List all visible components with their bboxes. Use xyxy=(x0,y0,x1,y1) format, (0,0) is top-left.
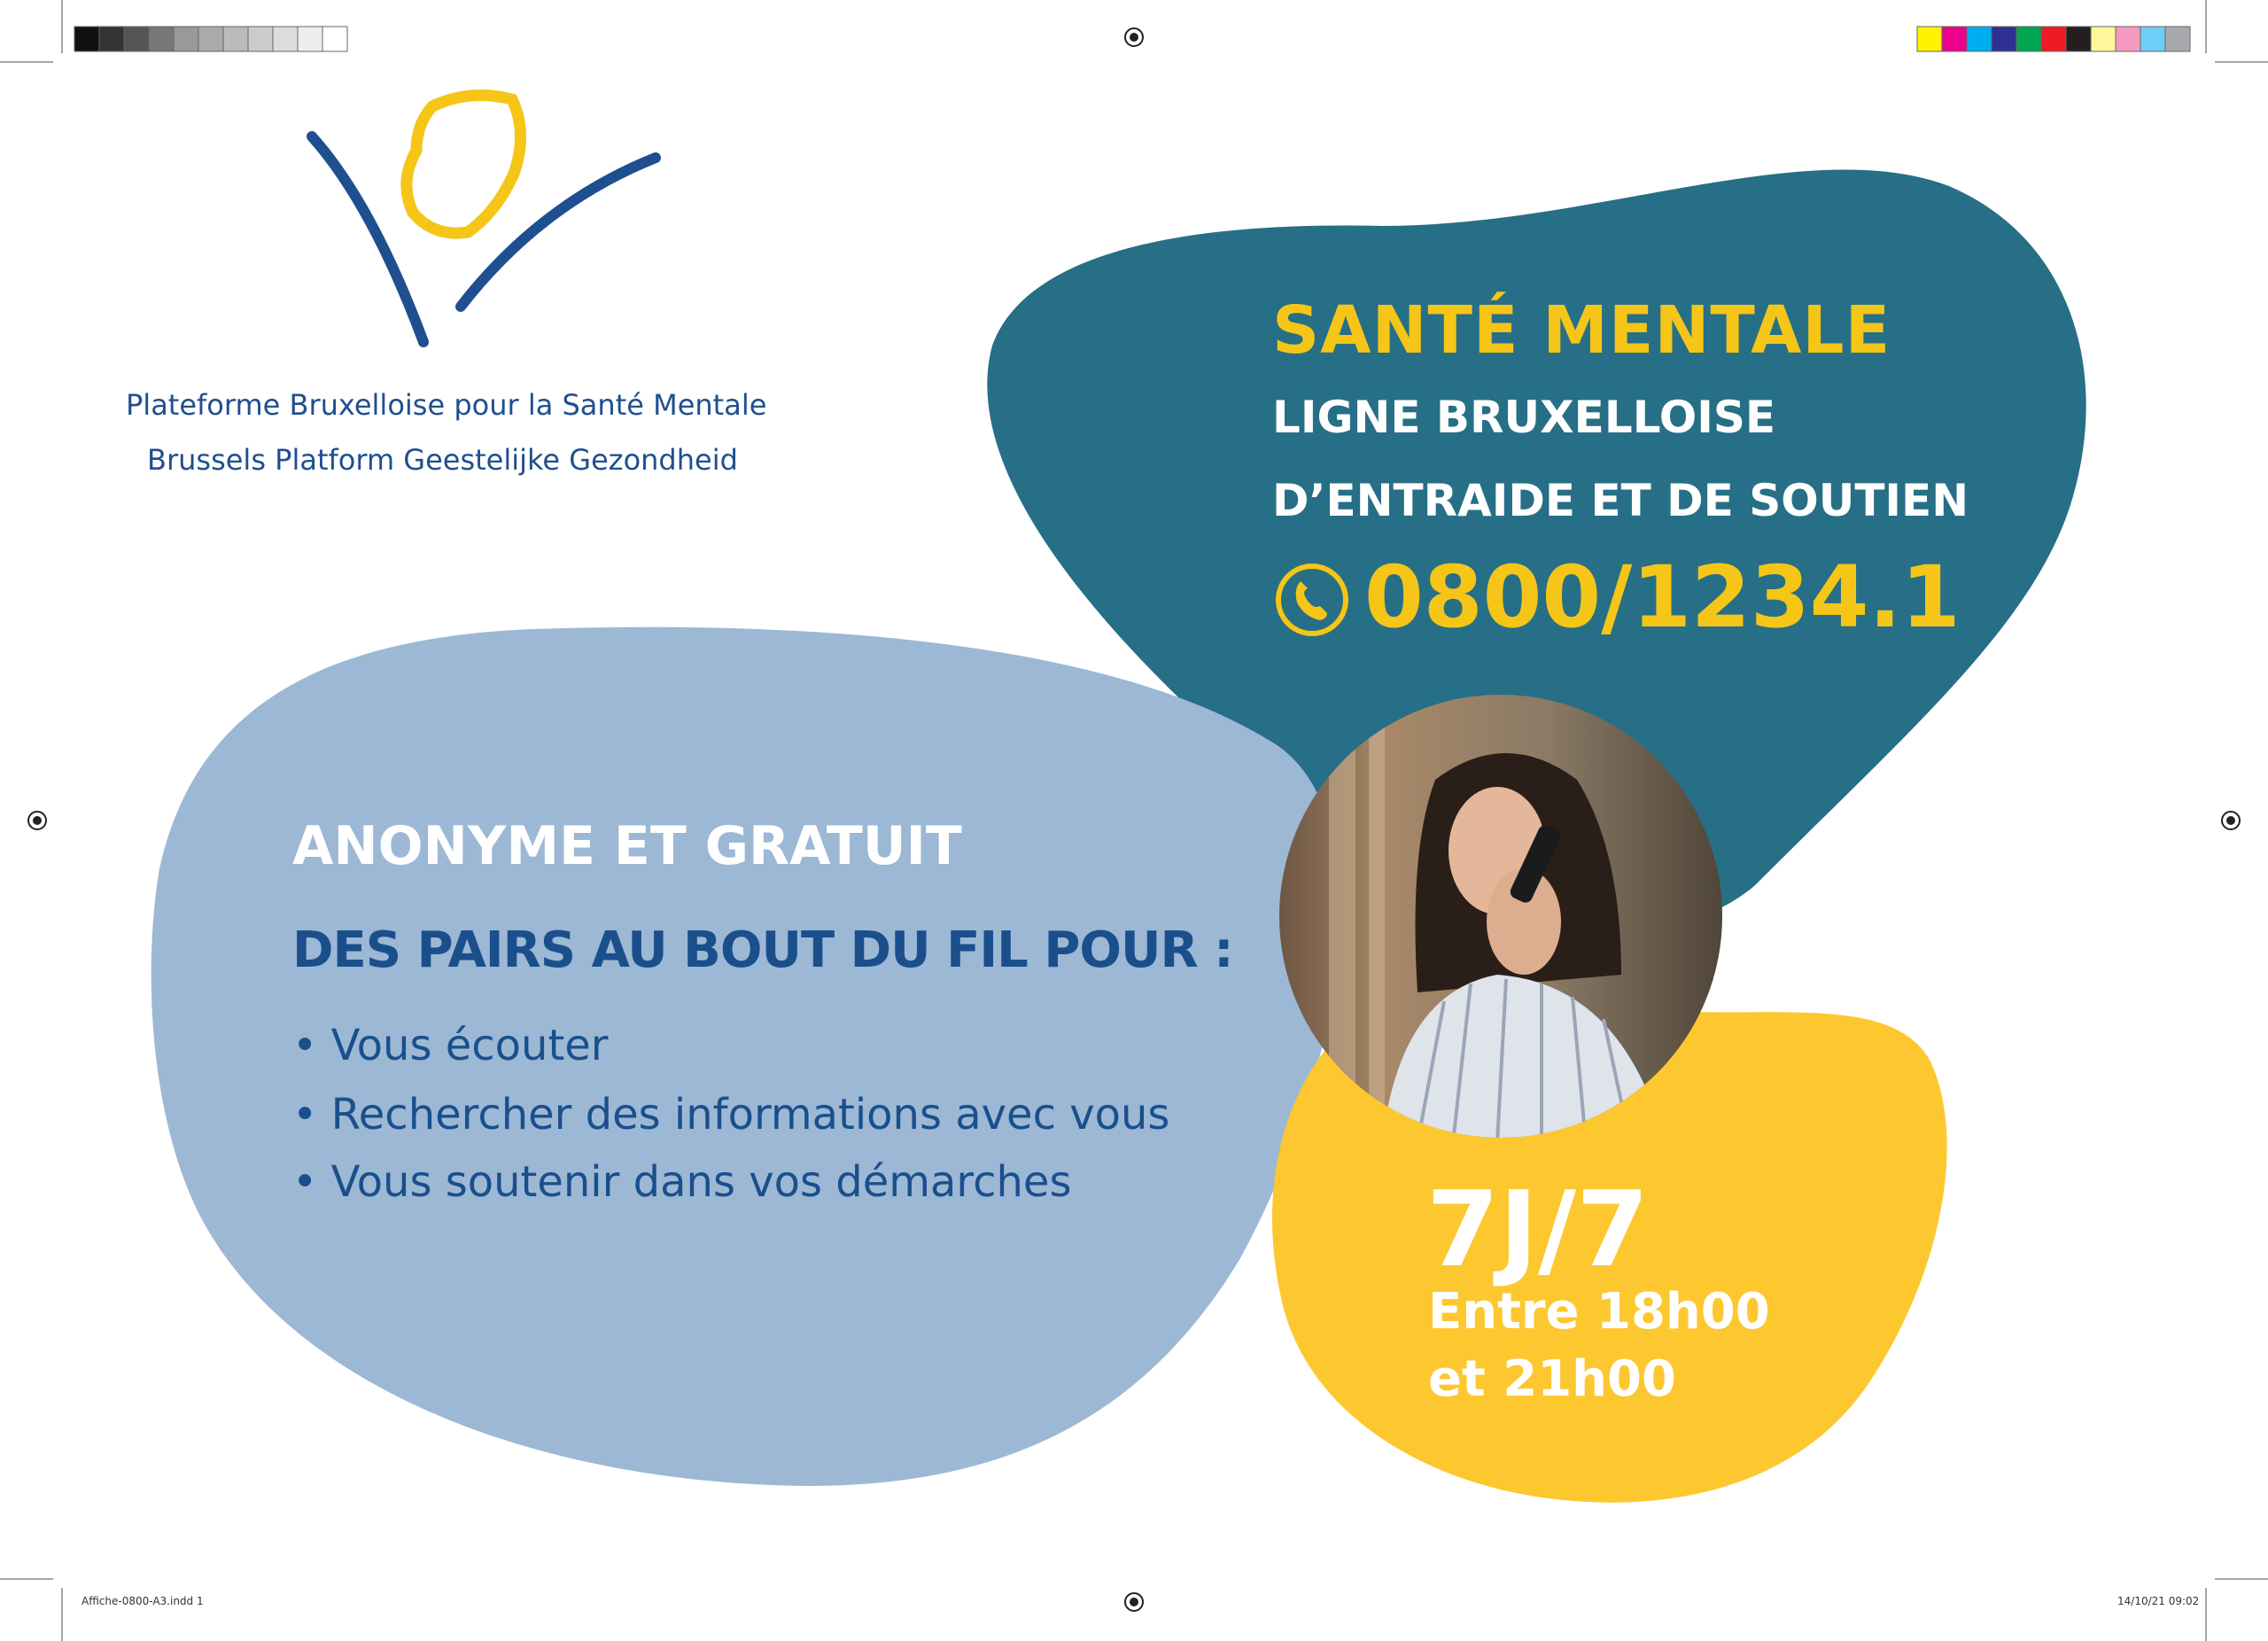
phone-icon xyxy=(1274,562,1350,638)
logo-name-dutch: Brussels Platform Geestelijke Gezondheid xyxy=(147,443,738,477)
print-timestamp: 14/10/21 09:02 xyxy=(2117,1595,2200,1607)
ligne-bruxelloise-text: LIGNE BRUXELLOISE xyxy=(1272,392,1776,443)
helpline-phone-number: 0800/1234.1 xyxy=(1364,548,1961,647)
bullet-item: • Rechercher des informations avec vous xyxy=(292,1090,1170,1139)
anonyme-gratuit-heading: ANONYME ET GRATUIT xyxy=(292,815,962,877)
bullet-item: • Vous soutenir dans vos démarches xyxy=(292,1157,1072,1207)
des-pairs-subheading: DES PAIRS AU BOUT DU FIL POUR : xyxy=(292,922,1233,979)
bullet-item: • Vous écouter xyxy=(292,1021,609,1070)
logo xyxy=(312,96,656,343)
entraide-soutien-text: D’ENTRAIDE ET DE SOUTIEN xyxy=(1272,475,1969,526)
color-bar xyxy=(1917,27,2190,51)
hours-line-2: et 21h00 xyxy=(1428,1350,1676,1408)
grayscale-bar xyxy=(74,27,347,51)
print-filename: Affiche-0800-A3.indd 1 xyxy=(82,1595,204,1607)
sante-mentale-title: SANTÉ MENTALE xyxy=(1272,292,1891,369)
seven-days-text: 7J/7 xyxy=(1426,1168,1650,1290)
hours-line-1: Entre 18h00 xyxy=(1428,1283,1770,1341)
logo-name-french: Plateforme Bruxelloise pour la Santé Mentale xyxy=(126,388,767,422)
